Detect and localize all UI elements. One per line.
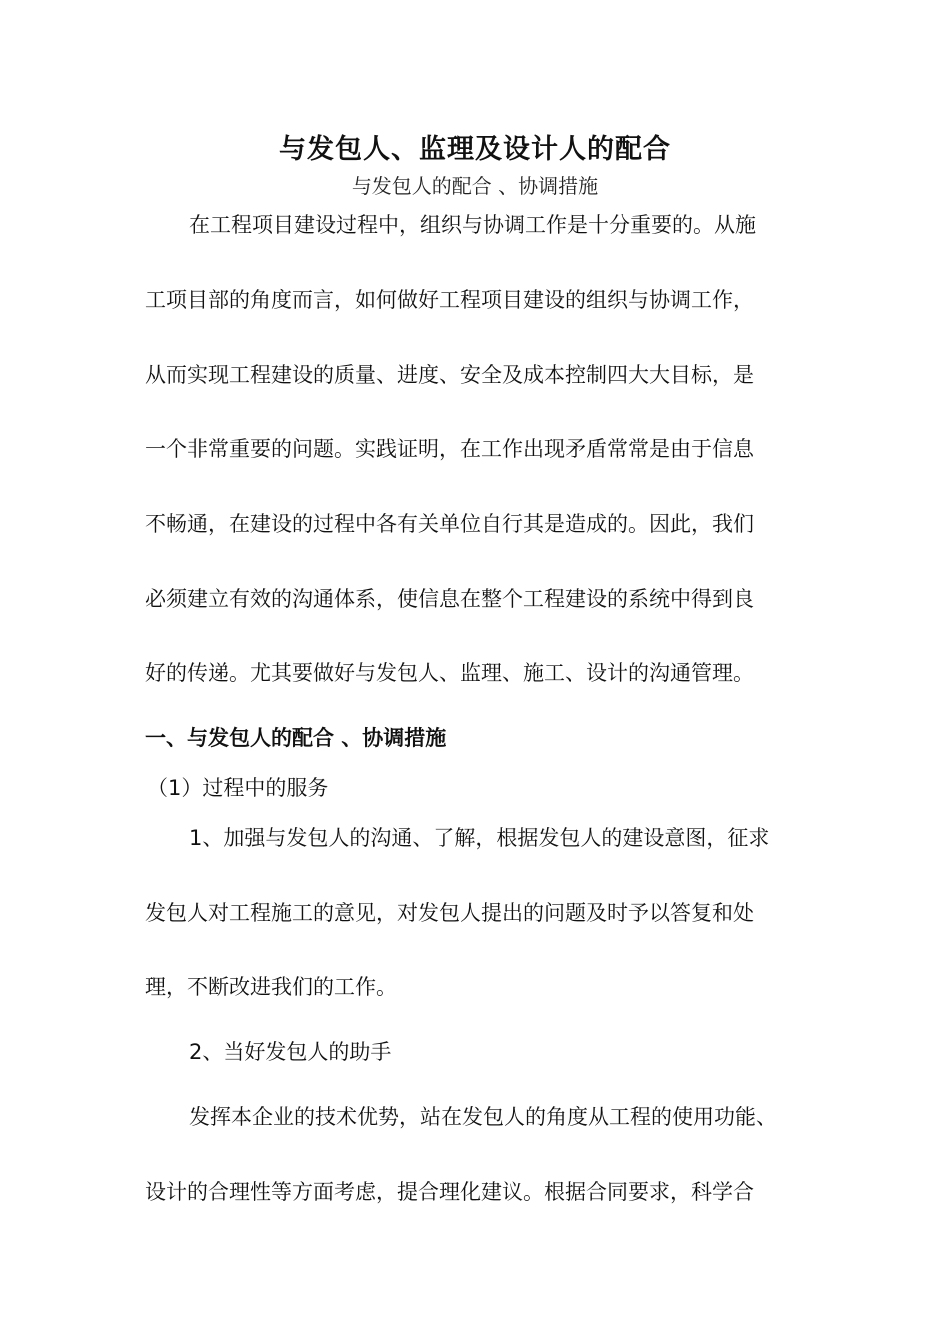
- paragraph-line: 工项目部的角度而言，如何做好工程项目建设的组织与协调工作，: [145, 288, 754, 312]
- document-subtitle: 与发包人的配合 、协调措施: [351, 174, 599, 198]
- paragraph-line: 设计的合理性等方面考虑，提合理化建议。根据合同要求，科学合: [145, 1180, 754, 1204]
- document-title: 与发包人、监理及设计人的配合: [279, 134, 671, 165]
- paragraph-line: 从而实现工程建设的质量、进度、安全及成本控制四大大目标，是: [145, 363, 754, 387]
- paragraph-line: 必须建立有效的沟通体系，使信息在整个工程建设的系统中得到良: [145, 587, 754, 611]
- paragraph-line: 好的传递。尤其要做好与发包人、监理、施工、设计的沟通管理。: [145, 661, 754, 685]
- paragraph-line: 不畅通，在建设的过程中各有关单位自行其是造成的。因此，我们: [145, 512, 754, 536]
- paragraph-line: 在工程项目建设过程中，组织与协调工作是十分重要的。从施: [189, 213, 756, 237]
- paragraph-line: 1、加强与发包人的沟通、了解，根据发包人的建设意图，征求: [189, 826, 770, 850]
- paragraph-line: 理，不断改进我们的工作。: [145, 975, 397, 999]
- section-heading: 一、与发包人的配合 、协调措施: [145, 726, 447, 750]
- item-heading: 2、当好发包人的助手: [189, 1040, 392, 1064]
- paragraph-line: 发挥本企业的技术优势，站在发包人的角度从工程的使用功能、: [189, 1105, 777, 1129]
- paragraph-line: 发包人对工程施工的意见，对发包人提出的问题及时予以答复和处: [145, 901, 754, 925]
- subsection-heading: （1）过程中的服务: [147, 776, 329, 800]
- paragraph-line: 一个非常重要的问题。实践证明，在工作出现矛盾常常是由于信息: [145, 437, 754, 461]
